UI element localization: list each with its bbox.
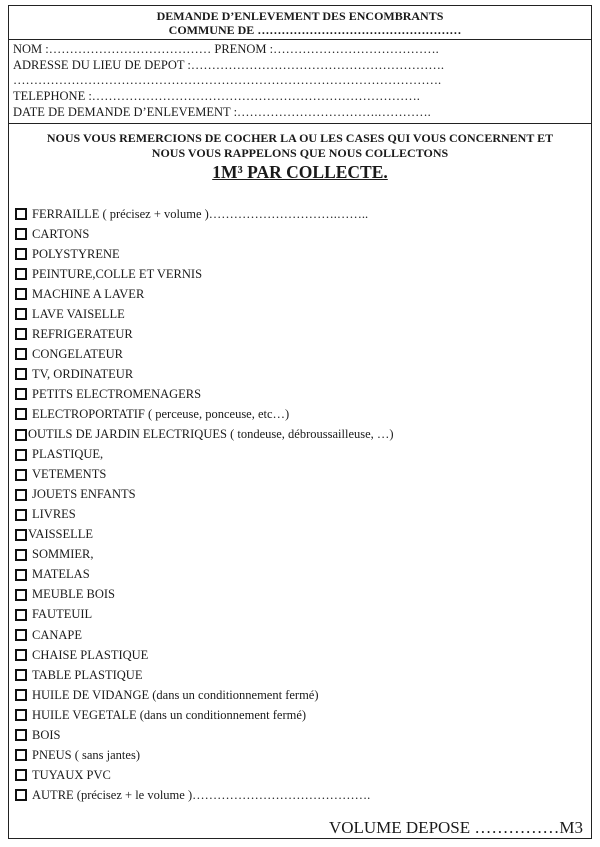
checkbox[interactable] <box>15 248 27 260</box>
checkbox[interactable] <box>15 388 27 400</box>
checklist-item-label: MATELAS <box>32 567 90 582</box>
checkbox[interactable] <box>15 609 27 621</box>
checklist-item-label: CHAISE PLASTIQUE <box>32 647 149 662</box>
checklist-item[interactable] <box>15 204 394 224</box>
checkbox[interactable] <box>15 268 27 280</box>
checkbox[interactable] <box>15 729 27 741</box>
checkbox[interactable] <box>15 449 27 461</box>
checklist-item-label: LIVRES <box>32 507 76 522</box>
commune-line[interactable]: COMMUNE DE …………………………………………… <box>168 23 462 37</box>
checkbox[interactable] <box>15 549 27 561</box>
checklist-item[interactable] <box>15 324 394 344</box>
checkbox[interactable] <box>15 328 27 340</box>
checklist-item[interactable] <box>15 585 394 605</box>
checklist-item-label: TUYAUX PVC <box>32 767 111 782</box>
checklist-item-label: VAISSELLE <box>28 527 94 542</box>
checkbox[interactable] <box>15 769 27 781</box>
checklist-item-label: ELECTROPORTATIF ( perceuse, ponceuse, etc…) <box>32 406 290 421</box>
checklist-item-label: POLYSTYRENE <box>32 246 120 261</box>
checklist-item[interactable] <box>15 304 394 324</box>
checkbox[interactable] <box>15 208 27 220</box>
date-field[interactable]: DATE DE DEMANDE D’ENLEVEMENT :…………………………….…………. <box>13 104 431 119</box>
checklist-item[interactable] <box>15 284 394 304</box>
checklist-item-label: CANAPE <box>32 627 83 642</box>
checklist-item-label: HUILE VEGETALE (dans un conditionnement fermé) <box>32 707 307 722</box>
checklist-item[interactable] <box>15 364 394 384</box>
checklist-item[interactable] <box>15 404 394 424</box>
checklist-item[interactable] <box>15 705 394 725</box>
checklist-item-label: VETEMENTS <box>32 467 107 482</box>
form-header <box>9 6 591 40</box>
checkbox[interactable] <box>15 669 27 681</box>
checklist-item[interactable] <box>15 224 394 244</box>
checklist-item[interactable] <box>15 505 394 525</box>
checklist-item-label: JOUETS ENFANTS <box>32 487 136 502</box>
item-checklist <box>15 204 394 805</box>
checklist-item-label: BOIS <box>32 727 61 742</box>
checklist-item[interactable] <box>15 545 394 565</box>
checkbox[interactable] <box>15 749 27 761</box>
checklist-item[interactable] <box>15 685 394 705</box>
checklist-item[interactable] <box>15 765 394 785</box>
checklist-item[interactable] <box>15 645 394 665</box>
notice-line-1: NOUS VOUS REMERCIONS DE COCHER LA OU LES CASES QUI VOUS CONCERNENT ET <box>46 131 554 145</box>
checklist-item[interactable] <box>15 425 394 445</box>
checklist-item[interactable] <box>15 565 394 585</box>
checklist-item[interactable] <box>15 605 394 625</box>
notice <box>9 131 591 183</box>
checklist-item-label: TABLE PLASTIQUE <box>32 667 143 682</box>
checklist-item[interactable] <box>15 344 394 364</box>
telephone-field[interactable]: TELEPHONE :……………………………………………………………………. <box>13 89 420 104</box>
checklist-item[interactable] <box>15 665 394 685</box>
checklist-item-label: FAUTEUIL <box>32 607 93 622</box>
checkbox[interactable] <box>15 288 27 300</box>
checklist-item-label: CARTONS <box>32 226 90 241</box>
form-title: DEMANDE D’ENLEVEMENT DES ENCOMBRANTS <box>156 9 444 23</box>
checklist-item[interactable] <box>15 725 394 745</box>
checklist-item[interactable] <box>15 264 394 284</box>
checklist-item[interactable] <box>15 745 394 765</box>
checkbox[interactable] <box>15 509 27 521</box>
divider <box>9 123 591 124</box>
checkbox[interactable] <box>15 589 27 601</box>
checklist-item[interactable] <box>15 525 394 545</box>
checklist-item-label: PEINTURE,COLLE ET VERNIS <box>32 266 203 281</box>
identity-fields <box>13 42 444 121</box>
checkbox[interactable] <box>15 348 27 360</box>
adresse-field[interactable]: ADRESSE DU LIEU DE DEPOT :……………………………………………………. <box>13 57 445 72</box>
form-sheet <box>8 5 592 839</box>
checklist-item-label: AUTRE (précisez + le volume )……………………………………. <box>32 787 371 802</box>
checklist-item[interactable] <box>15 465 394 485</box>
notice-line-2: NOUS VOUS RAPPELONS QUE NOUS COLLECTONS <box>151 146 449 160</box>
checkbox[interactable] <box>15 308 27 320</box>
checklist-item[interactable] <box>15 244 394 264</box>
checklist-item-label: PNEUS ( sans jantes) <box>32 747 140 762</box>
checkbox[interactable] <box>15 689 27 701</box>
volume-depose-field[interactable]: VOLUME DEPOSE ……………M3 <box>328 818 583 837</box>
checklist-item-label: PETITS ELECTROMENAGERS <box>32 386 202 401</box>
nom-prenom-field[interactable]: NOM :………………………………… PRENOM :…………………………………. <box>13 42 439 56</box>
checkbox[interactable] <box>15 709 27 721</box>
checklist-item[interactable] <box>15 384 394 404</box>
checklist-item-label: FERRAILLE ( précisez + volume )………………………….…….. <box>32 206 369 221</box>
checklist-item-label: MACHINE A LAVER <box>32 286 145 301</box>
checkbox[interactable] <box>15 408 27 420</box>
checklist-item-label: SOMMIER, <box>32 547 94 562</box>
adresse-continuation-field[interactable]: …………………………………………………………………………………………. <box>13 73 442 88</box>
checklist-item[interactable] <box>15 485 394 505</box>
checklist-item-label: PLASTIQUE, <box>32 447 104 462</box>
collect-limit: 1M³ PAR COLLECTE. <box>212 162 388 182</box>
checkbox[interactable] <box>15 529 27 541</box>
checkbox[interactable] <box>15 569 27 581</box>
checkbox[interactable] <box>15 789 27 801</box>
checkbox[interactable] <box>15 429 27 441</box>
checklist-item[interactable] <box>15 785 394 805</box>
checklist-item-label: HUILE DE VIDANGE (dans un conditionnement fermé) <box>32 687 319 702</box>
checklist-item-label: TV, ORDINATEUR <box>32 366 134 381</box>
checklist-item[interactable] <box>15 445 394 465</box>
checkbox[interactable] <box>15 469 27 481</box>
checklist-item[interactable] <box>15 625 394 645</box>
checklist-item-label: CONGELATEUR <box>32 346 123 361</box>
checkbox[interactable] <box>15 649 27 661</box>
checklist-item-label: REFRIGERATEUR <box>32 326 133 341</box>
checklist-item-label: MEUBLE BOIS <box>32 587 115 602</box>
checklist-item-label: LAVE VAISELLE <box>32 306 125 321</box>
checkbox[interactable] <box>15 368 27 380</box>
checkbox[interactable] <box>15 489 27 501</box>
checklist-item-label: OUTILS DE JARDIN ELECTRIQUES ( tondeuse, débroussailleuse, …) <box>28 427 394 442</box>
checkbox[interactable] <box>15 228 27 240</box>
checkbox[interactable] <box>15 629 27 641</box>
